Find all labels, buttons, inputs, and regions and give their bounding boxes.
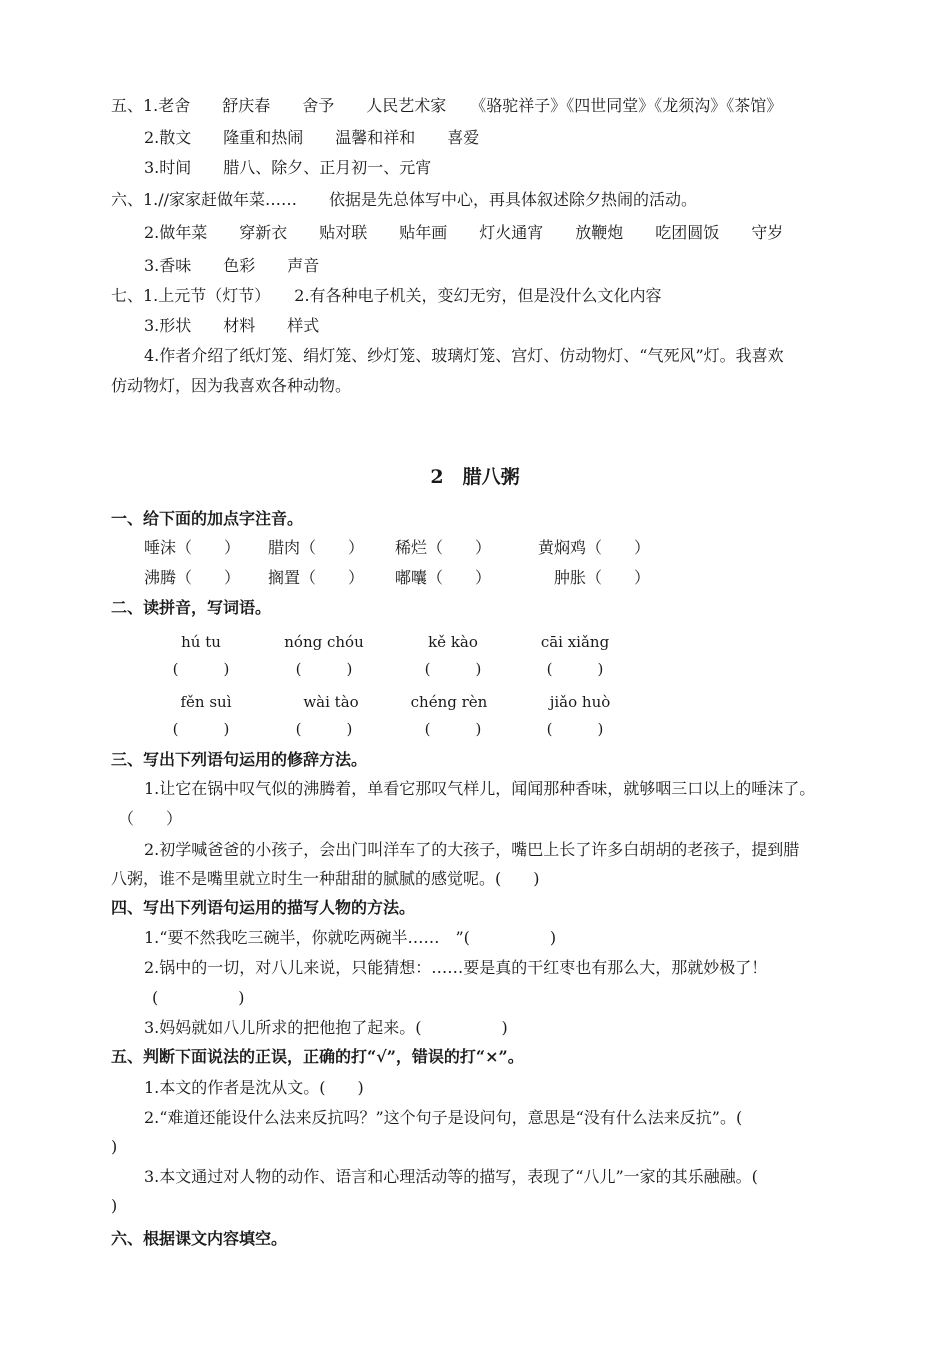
- q2-answer-blank[interactable]: ( ): [424, 720, 482, 738]
- q1-item[interactable]: 稀烂（ ）: [395, 538, 492, 557]
- q2-answer-blank[interactable]: ( ): [424, 660, 482, 678]
- q3-item-1-blank[interactable]: （ ）: [118, 809, 183, 828]
- q5-item-2-close[interactable]: ): [111, 1137, 118, 1156]
- q1-item[interactable]: 黄焖鸡（ ）: [538, 538, 651, 557]
- q2-answer-blank[interactable]: ( ): [172, 660, 230, 678]
- answer-section-7-line-4a: 4.作者介绍了纸灯笼、绢灯笼、纱灯笼、玻璃灯笼、宫灯、仿动物灯、“气死风”灯。我喜欢: [144, 346, 784, 365]
- q4-item-2: 2.锅中的一切，对八儿来说，只能猜想：……要是真的干红枣也有那么大，那就妙极了！: [144, 958, 768, 977]
- q4-heading: 四、写出下列语句运用的描写人物的方法。: [111, 898, 416, 917]
- answer-section-6-line-2: 2.做年菜 穿新衣 贴对联 贴年画 灯火通宵 放鞭炮 吃团圆饭 守岁: [144, 223, 784, 242]
- q2-pinyin: jiǎo huò: [549, 693, 611, 711]
- q5-heading: 五、判断下面说法的正误，正确的打“√”，错误的打“×”。: [111, 1047, 524, 1066]
- q2-pinyin: kě kào: [428, 633, 478, 651]
- q6-heading: 六、根据课文内容填空。: [111, 1229, 288, 1248]
- q3-item-2-cont[interactable]: 八粥，谁不是嘴里就立时生一种甜甜的腻腻的感觉呢。( ): [111, 869, 540, 888]
- q2-answer-blank[interactable]: ( ): [172, 720, 230, 738]
- q1-item[interactable]: 腊肉（ ）: [268, 538, 365, 557]
- q1-item[interactable]: 沸腾（ ）: [144, 568, 241, 587]
- q2-pinyin: nóng chóu: [284, 633, 364, 651]
- q3-heading: 三、写出下列语句运用的修辞方法。: [111, 750, 368, 769]
- q5-item-3-close[interactable]: ): [111, 1196, 118, 1215]
- answer-section-6-line-1: 六、1.//家家赶做年菜…… 依据是先总体写中心，再具体叙述除夕热闹的活动。: [111, 190, 698, 209]
- q5-item-1[interactable]: 1.本文的作者是沈从文。( ): [144, 1078, 364, 1097]
- q4-item-1[interactable]: 1.“要不然我吃三碗半，你就吃两碗半…… ”( ): [144, 928, 557, 947]
- answer-section-7-line-3: 3.形状 材料 样式: [144, 316, 320, 335]
- answer-section-5-line-3: 3.时间 腊八、除夕、正月初一、元宵: [144, 158, 432, 177]
- answer-section-6-line-3: 3.香味 色彩 声音: [144, 256, 320, 275]
- q1-item[interactable]: 搁置（ ）: [268, 568, 365, 587]
- q5-item-2: 2.“难道还能设什么法来反抗吗？”这个句子是设问句，意思是“没有什么法来反抗”。(: [144, 1108, 743, 1127]
- q3-item-1: 1.让它在锅中叹气似的沸腾着，单看它那叹气样儿，闻闻那种香味，就够咽三口以上的唾沫了。: [144, 779, 816, 798]
- q2-pinyin: wài tào: [303, 693, 359, 711]
- q2-pinyin: chéng rèn: [410, 693, 488, 711]
- q2-answer-blank[interactable]: ( ): [295, 660, 353, 678]
- q2-answer-blank[interactable]: ( ): [295, 720, 353, 738]
- q3-item-2: 2.初学喊爸爸的小孩子，会出门叫洋车了的大孩子，嘴巴上长了许多白胡胡的老孩子，提到腊: [144, 840, 800, 859]
- q1-heading: 一、给下面的加点字注音。: [111, 509, 304, 528]
- lesson-title: 2 腊八粥: [430, 466, 520, 488]
- answer-section-5-line-2: 2.散文 隆重和热闹 温馨和祥和 喜爱: [144, 128, 480, 147]
- q2-answer-blank[interactable]: ( ): [546, 660, 604, 678]
- q4-item-2-blank[interactable]: ( ): [152, 988, 245, 1007]
- q1-item[interactable]: 嘟囔（ ）: [395, 568, 492, 587]
- q2-answer-blank[interactable]: ( ): [546, 720, 604, 738]
- answer-section-7-line-1: 七、1.上元节（灯节） 2.有各种电子机关，变幻无穷，但是没什么文化内容: [111, 286, 662, 305]
- q5-item-3: 3.本文通过对人物的动作、语言和心理活动等的描写，表现了“八儿”一家的其乐融融。(: [144, 1167, 758, 1186]
- q2-pinyin: cāi xiǎng: [540, 633, 610, 651]
- q1-item[interactable]: 肿胀（ ）: [554, 568, 651, 587]
- answer-section-7-line-4b: 仿动物灯，因为我喜欢各种动物。: [111, 376, 352, 395]
- q1-item[interactable]: 唾沫（ ）: [144, 538, 241, 557]
- q4-item-3[interactable]: 3.妈妈就如八儿所求的把他抱了起来。( ): [144, 1018, 508, 1037]
- q2-heading: 二、读拼音，写词语。: [111, 598, 272, 617]
- q2-pinyin: hú tu: [181, 633, 221, 651]
- q2-pinyin: fěn suì: [180, 693, 232, 711]
- answer-section-5-line-1: 五、1.老舍 舒庆春 舍予 人民艺术家 《骆驼祥子》《四世同堂》《龙须沟》《茶馆》: [111, 96, 783, 115]
